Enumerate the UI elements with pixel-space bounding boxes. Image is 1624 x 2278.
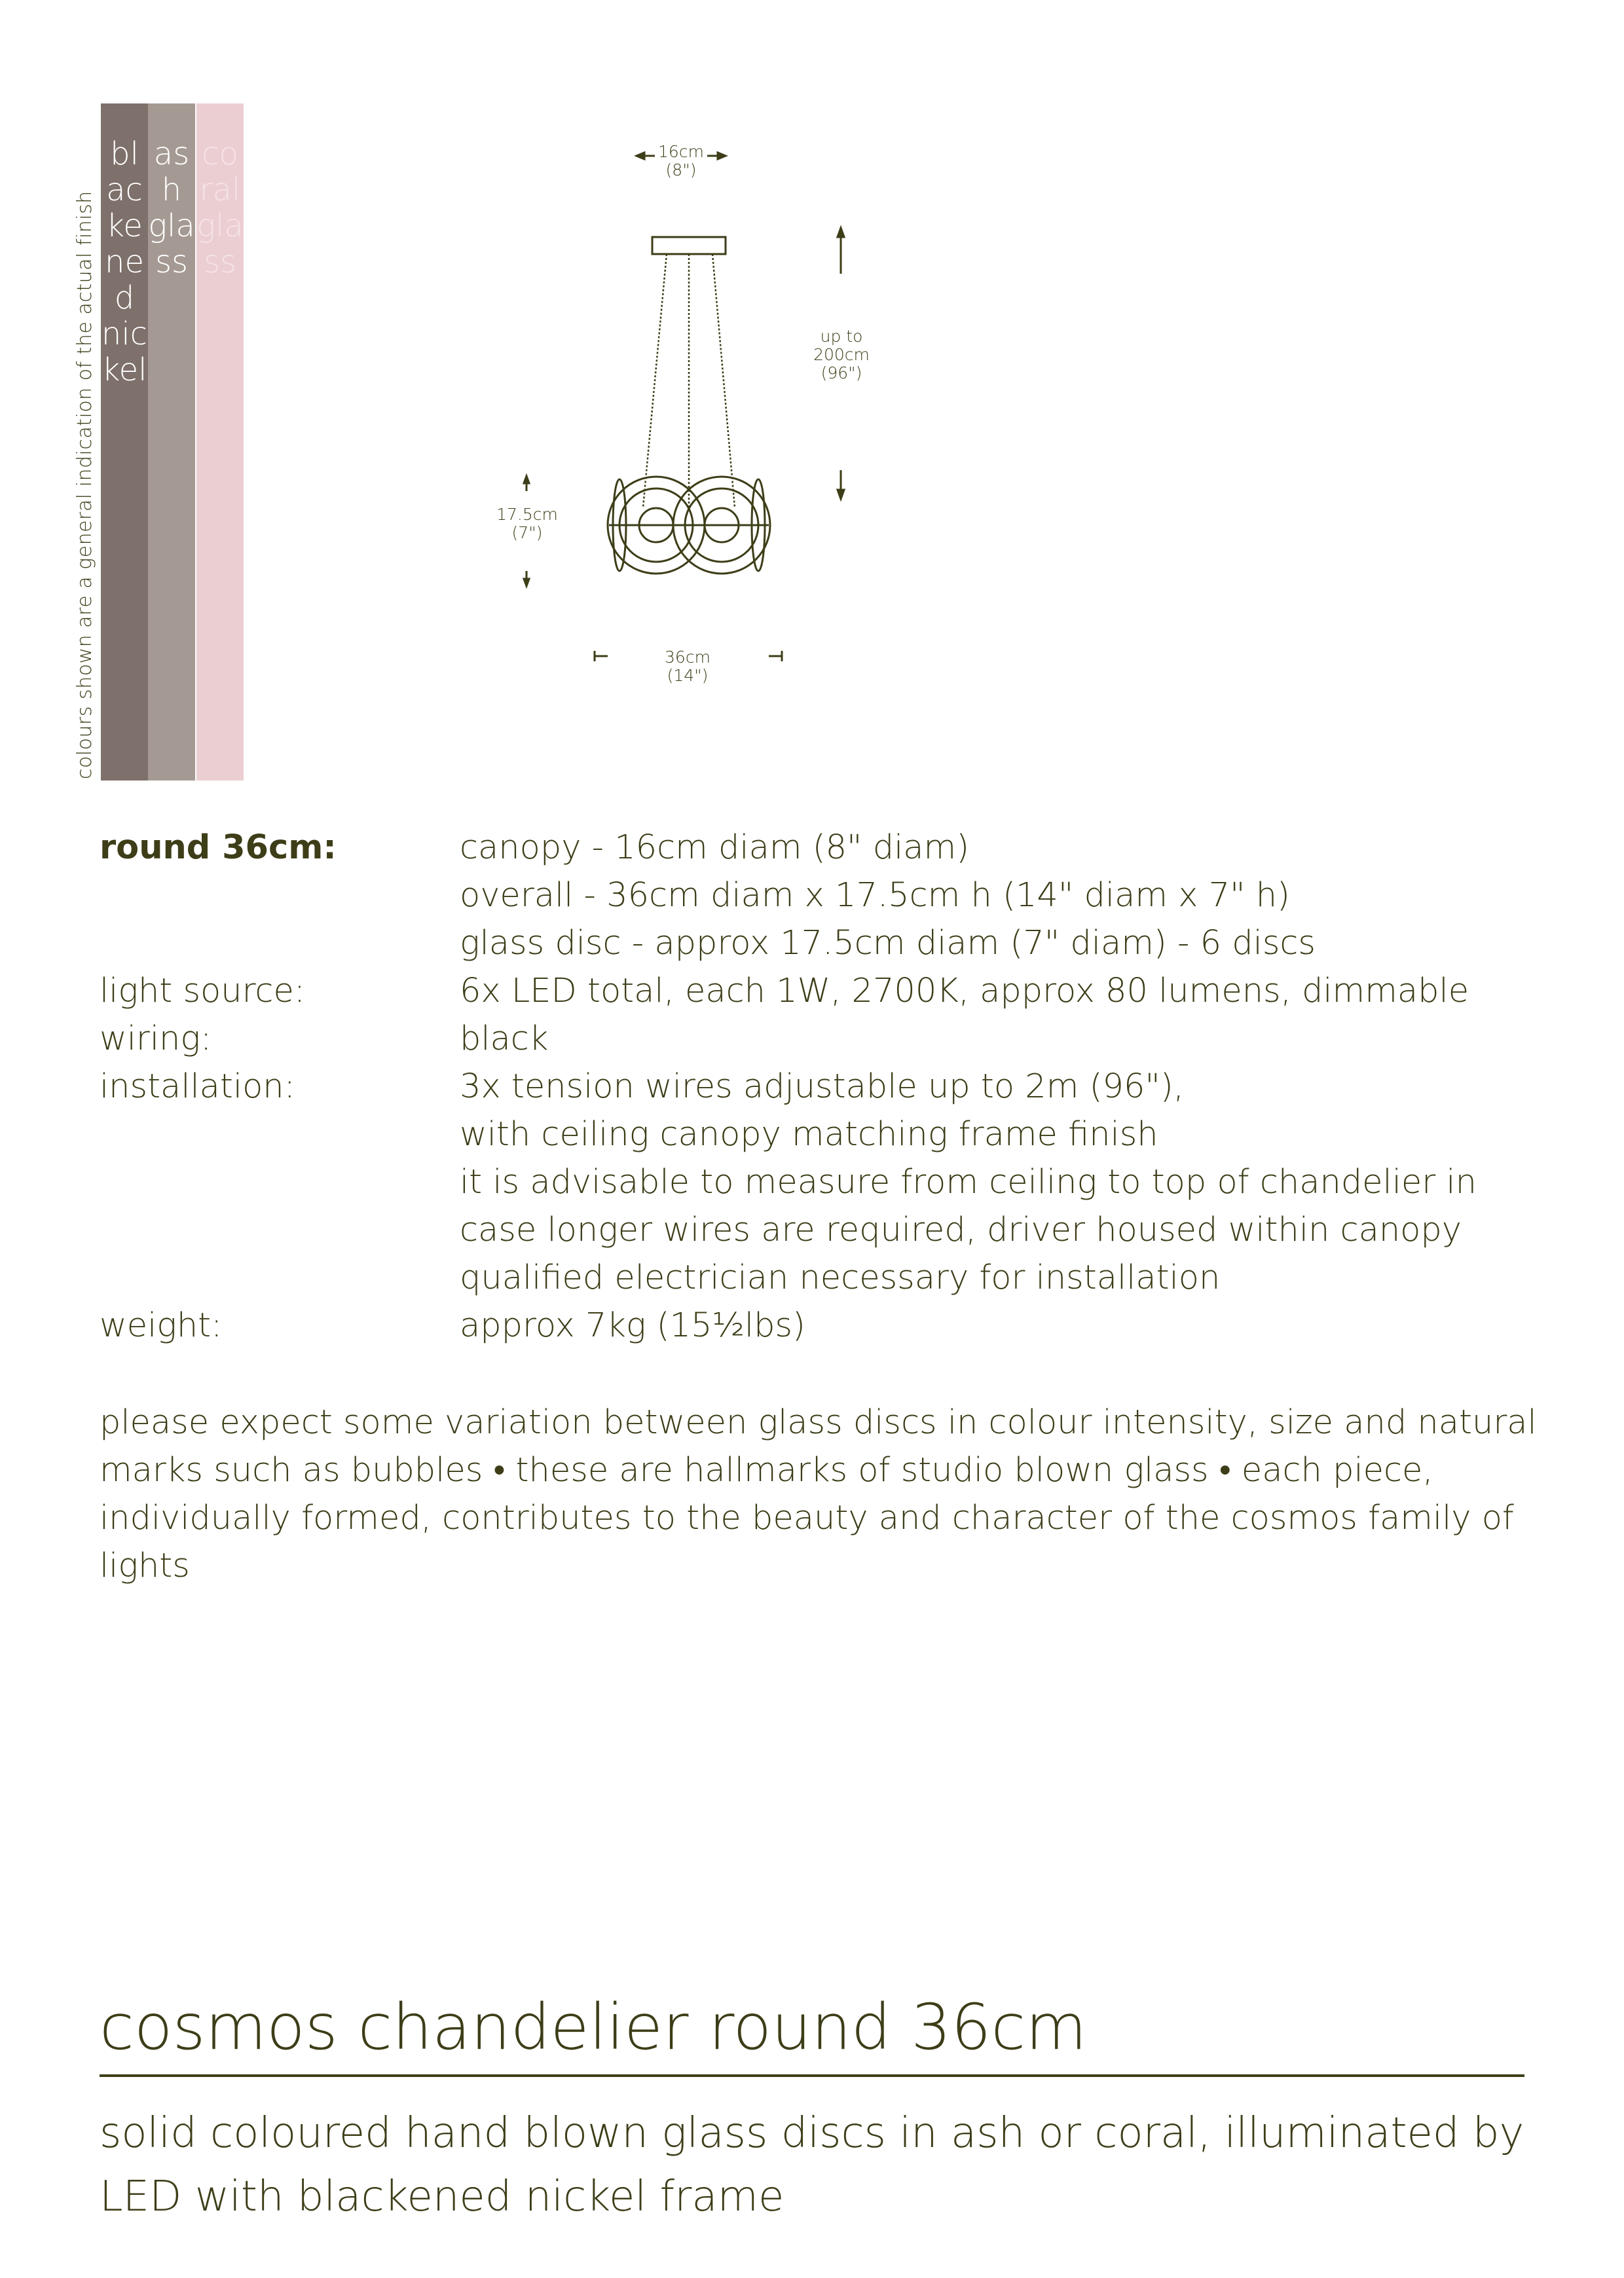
variation-note: please expect some variation between glass discs in colour intensity, size and natural marks such as bubbles • these are hallmarks of studio blown glass • each piece, individually formed, contributes to the beauty and character of the cosmos family of lights [100, 1403, 1537, 1585]
spec-line: glass disc - approx 17.5cm diam (7" diam) - 6 discs [460, 924, 1316, 963]
spec-label: installation: [100, 1067, 295, 1106]
spec-row-round [100, 824, 1579, 967]
spec-line: canopy - 16cm diam (8" diam) [460, 828, 970, 867]
width-cm: 36cm [665, 648, 710, 667]
spec-value [460, 824, 1579, 967]
spec-line: it is advisable to measure from ceiling to top of chandelier in [460, 1163, 1477, 1202]
spec-label: wiring: [100, 1020, 212, 1058]
canopy-in: (8") [665, 160, 697, 179]
spec-value [460, 1063, 1579, 1302]
drop-cm: 200cm [813, 345, 870, 364]
product-title: cosmos chandelier round 36cm [100, 1991, 1087, 2064]
spec-row-light [100, 967, 1579, 1015]
title-divider [100, 2074, 1524, 2077]
spec-value: black [460, 1020, 549, 1058]
chandelier-illustration [458, 124, 917, 714]
height-cm: 17.5cm [496, 505, 558, 524]
specification-table [100, 824, 1579, 1350]
spec-label: round 36cm: [100, 828, 337, 867]
width-in: (14") [667, 666, 709, 685]
spec-line: overall - 36cm diam x 17.5cm h (14" diam x 7" h) [460, 876, 1290, 915]
spec-line: 3x tension wires adjustable up to 2m (96"), [460, 1067, 1184, 1106]
swatch-ash-glass [148, 103, 195, 781]
canopy-cm: 16cm [658, 142, 704, 161]
spec-line: qualified electrician necessary for installation [460, 1258, 1221, 1297]
spec-label: light source: [100, 972, 306, 1010]
swatch-label: ash glass [148, 136, 195, 280]
product-description: solid coloured hand blown glass discs in ash or coral, illuminated by LED with blackened nickel frame [100, 2109, 1524, 2221]
spec-row-wiring [100, 1015, 1579, 1063]
spec-row-weight [100, 1302, 1579, 1350]
height-in: (7") [511, 523, 543, 542]
swatch-coral-glass [196, 103, 251, 781]
chandelier-drawing [458, 124, 917, 714]
swatch-blackened-nickel [101, 103, 148, 781]
spec-value: approx 7kg (15½lbs) [460, 1306, 805, 1345]
drop-prefix: up to [820, 327, 863, 346]
swatch-label: blackened nickel [101, 136, 148, 388]
drop-dimension [812, 327, 871, 382]
spec-row-installation [100, 1063, 1579, 1302]
spec-value: 6x LED total, each 1W, 2700K, approx 80 lumens, dimmable [460, 972, 1469, 1010]
swatch-label: coral glass [196, 136, 251, 280]
spec-line: with ceiling canopy matching frame finish [460, 1115, 1158, 1154]
spec-line: case longer wires are required, driver housed within canopy [460, 1211, 1462, 1249]
width-dimension [658, 648, 717, 685]
spec-label: weight: [100, 1306, 223, 1345]
colour-disclaimer: colours shown are a general indication of the actual finish [73, 191, 96, 779]
height-dimension [491, 505, 563, 542]
canopy-dimension [655, 143, 707, 179]
drop-in: (96") [821, 363, 862, 382]
